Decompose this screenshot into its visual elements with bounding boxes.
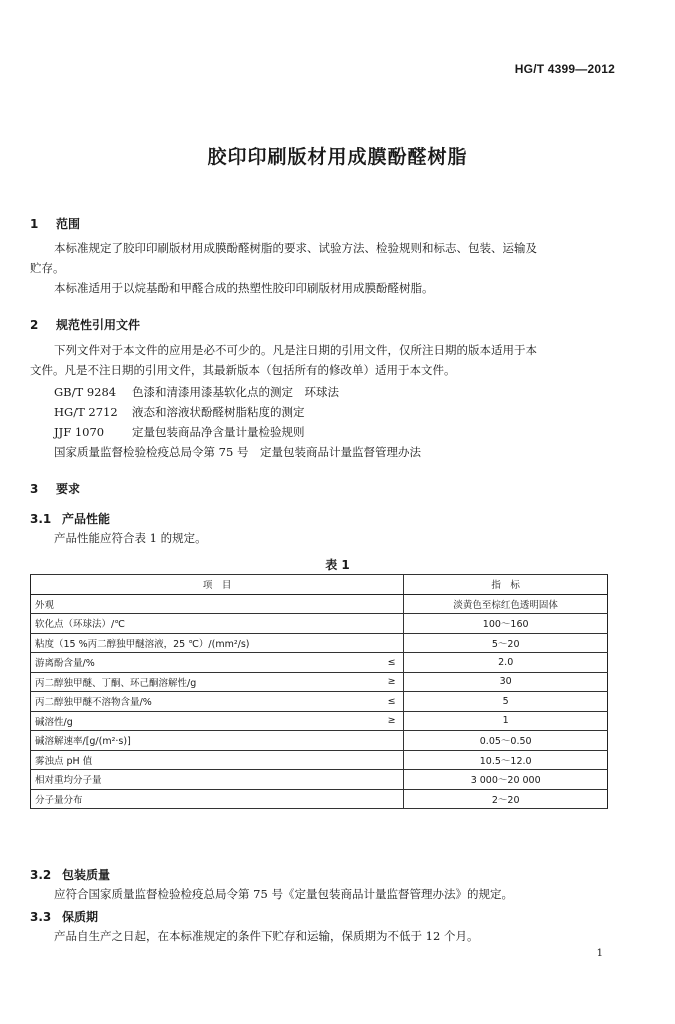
table-row [31, 789, 608, 809]
header-value: 指 标 [404, 575, 608, 595]
section-title: 包装质量 [62, 868, 111, 882]
row-value: 1 [404, 711, 608, 731]
row-item: 游离酚含量/% [31, 653, 380, 673]
paragraph-continuation: 文件。凡是不注日期的引用文件，其最新版本（包括所有的修改单）适用于本文件。 [30, 363, 456, 377]
section-number: 1 [30, 217, 39, 231]
table-header-row [31, 575, 608, 595]
row-value: 10.5～12.0 [404, 750, 608, 770]
paragraph-continuation: 贮存。 [30, 261, 65, 275]
row-item: 相对重均分子量 [31, 770, 380, 790]
row-item: 丙二醇独甲醚、丁酮、环己酮溶解性/g [31, 672, 380, 692]
section-2-body [30, 340, 610, 380]
row-operator: ≥ [380, 672, 404, 692]
reference-item [54, 422, 610, 442]
row-item: 碱溶解速率/[g/(m²·s)] [31, 731, 380, 751]
specification-table [30, 574, 608, 809]
section-3-heading [30, 480, 80, 497]
section-1-body [30, 238, 610, 298]
table-row [31, 594, 608, 614]
row-item: 碱溶性/g [31, 711, 380, 731]
row-item: 雾浊点 pH 值 [31, 750, 380, 770]
table-row [31, 731, 608, 751]
header-item: 项 目 [31, 575, 404, 595]
row-operator: ≥ [380, 711, 404, 731]
table-row [31, 672, 608, 692]
reference-title: 色漆和清漆用漆基软化点的测定 环球法 [132, 385, 339, 399]
row-item: 软化点（环球法）/℃ [31, 614, 380, 634]
document-title: 胶印印刷版材用成膜酚醛树脂 [207, 146, 468, 168]
section-title: 范围 [56, 217, 81, 231]
row-operator [380, 614, 404, 634]
normative-references [54, 382, 610, 462]
row-value: 5～20 [404, 633, 608, 653]
table-row [31, 770, 608, 790]
row-operator [380, 770, 404, 790]
section-number: 2 [30, 318, 39, 332]
paragraph: 产品自生产之日起，在本标准规定的条件下贮存和运输，保质期为不低于 12 个月。 [54, 929, 479, 943]
row-operator: ≤ [380, 692, 404, 712]
section-3-3-heading [30, 908, 98, 925]
table-row [31, 750, 608, 770]
reference-title: 国家质量监督检验检疫总局令第 75 号 定量包装商品计量监督管理办法 [54, 445, 421, 459]
row-operator [380, 633, 404, 653]
section-title: 产品性能 [62, 512, 111, 526]
reference-item [54, 402, 610, 422]
section-3-2-heading [30, 866, 110, 883]
paragraph: 应符合国家质量监督检验检疫总局令第 75 号《定量包装商品计量监督管理办法》的规定。 [54, 887, 513, 901]
reference-title: 定量包装商品净含量计量检验规则 [132, 425, 305, 439]
row-item: 分子量分布 [31, 789, 380, 809]
row-value: 5 [404, 692, 608, 712]
section-3-1-heading [30, 510, 110, 527]
row-value: 30 [404, 672, 608, 692]
page-number: 1 [596, 948, 603, 959]
paragraph: 产品性能应符合表 1 的规定。 [54, 531, 207, 545]
row-operator [380, 750, 404, 770]
row-value: 3 000～20 000 [404, 770, 608, 790]
reference-title: 液态和溶液状酚醛树脂粘度的测定 [132, 405, 305, 419]
table-row [31, 653, 608, 673]
row-operator [380, 594, 404, 614]
section-title: 规范性引用文件 [56, 318, 141, 332]
row-item: 丙二醇独甲醚不溶物含量/% [31, 692, 380, 712]
table-row [31, 614, 608, 634]
section-number: 3.2 [30, 868, 52, 882]
row-item: 外观 [31, 594, 380, 614]
row-operator [380, 731, 404, 751]
reference-item [54, 442, 610, 462]
row-operator: ≤ [380, 653, 404, 673]
table-row [31, 692, 608, 712]
row-value: 0.05～0.50 [404, 731, 608, 751]
row-value: 2.0 [404, 653, 608, 673]
table-caption: 表 1 [325, 558, 350, 572]
row-operator [380, 789, 404, 809]
paragraph: 本标准规定了胶印印刷版材用成膜酚醛树脂的要求、试验方法、检验规则和标志、包装、运输及 [54, 241, 537, 255]
row-value: 2～20 [404, 789, 608, 809]
standard-code: HG/T 4399—2012 [514, 62, 615, 76]
section-1-heading [30, 215, 80, 232]
section-title: 要求 [56, 482, 81, 496]
table-row [31, 711, 608, 731]
reference-code: HG/T 2712 [54, 405, 118, 419]
table-row [31, 633, 608, 653]
reference-code: JJF 1070 [54, 425, 105, 439]
reference-item [54, 382, 610, 402]
row-item: 粘度（15 %丙二醇独甲醚溶液，25 ℃）/(mm²/s) [31, 633, 380, 653]
section-number: 3.1 [30, 512, 52, 526]
section-number: 3 [30, 482, 39, 496]
row-value: 100～160 [404, 614, 608, 634]
section-2-heading [30, 316, 140, 333]
section-title: 保质期 [62, 910, 99, 924]
reference-code: GB/T 9284 [54, 385, 117, 399]
row-value: 淡黄色至棕红色透明固体 [404, 594, 608, 614]
paragraph: 下列文件对于本文件的应用是必不可少的。凡是注日期的引用文件，仅所注日期的版本适用于本 [54, 343, 537, 357]
section-number: 3.3 [30, 910, 52, 924]
paragraph: 本标准适用于以烷基酚和甲醛合成的热塑性胶印印刷版材用成膜酚醛树脂。 [54, 281, 434, 295]
